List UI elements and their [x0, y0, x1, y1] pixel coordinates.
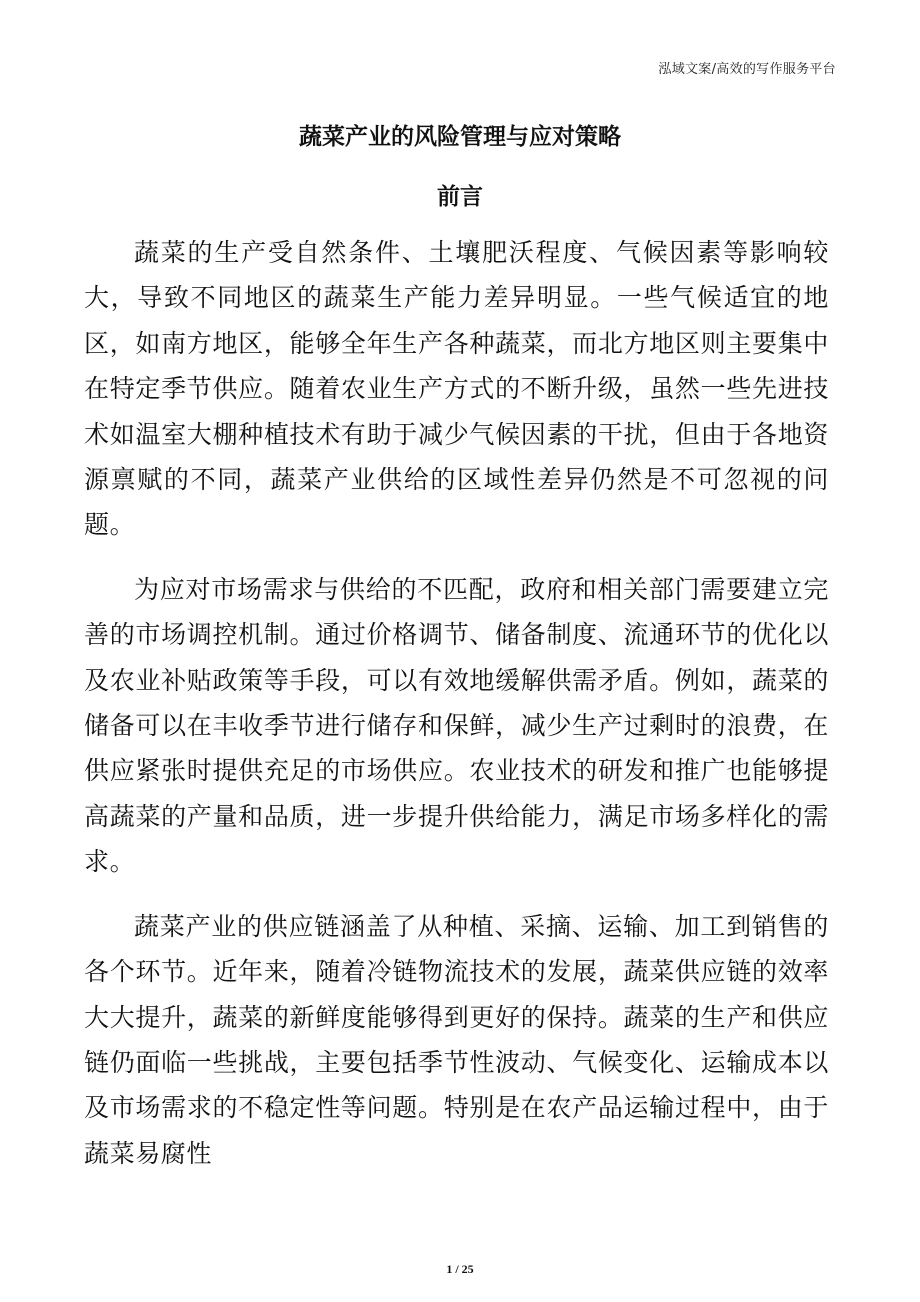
page-number: 1 / 25	[446, 1262, 474, 1276]
document-title: 蔬菜产业的风险管理与应对策略	[299, 124, 621, 150]
paragraph: 为应对市场需求与供给的不匹配，政府和相关部门需要建立完善的市场调控机制。通过价格调节、储备制度、流通环节的优化以及农业补贴政策等手段，可以有效地缓解供需矛盾。例如，蔬菜的储备可以在丰收季节进行储存和保鲜，减少生产过剩时的浪费，在供应紧张时提供充足的市场供应。农业技术的研发和推广也能够提高蔬菜的产量和品质，进一步提升供给能力，满足市场多样化的需求。	[84, 574, 829, 877]
document-body	[84, 230, 829, 1195]
paragraph: 蔬菜的生产受自然条件、土壤肥沃程度、气候因素等影响较大，导致不同地区的蔬菜生产能力差异明显。一些气候适宜的地区，如南方地区，能够全年生产各种蔬菜，而北方地区则主要集中在特定季节供应。随着农业生产方式的不断升级，虽然一些先进技术如温室大棚种植技术有助于减少气候因素的干扰，但由于各地资源禀赋的不同，蔬菜产业供给的区域性差异仍然是不可忽视的问题。	[84, 238, 829, 540]
paragraph: 蔬菜产业的供应链涵盖了从种植、采摘、运输、加工到销售的各个环节。近年来，随着冷链物流技术的发展，蔬菜供应链的效率大大提升，蔬菜的新鲜度能够得到更好的保持。蔬菜的生产和供应链仍面临一些挑战，主要包括季节性波动、气候变化、运输成本以及市场需求的不稳定性等问题。特别是在农产品运输过程中，由于蔬菜易腐性	[84, 911, 829, 1168]
section-heading: 前言	[437, 184, 483, 210]
header-brand: 泓域文案/高效的写作服务平台	[658, 62, 836, 77]
